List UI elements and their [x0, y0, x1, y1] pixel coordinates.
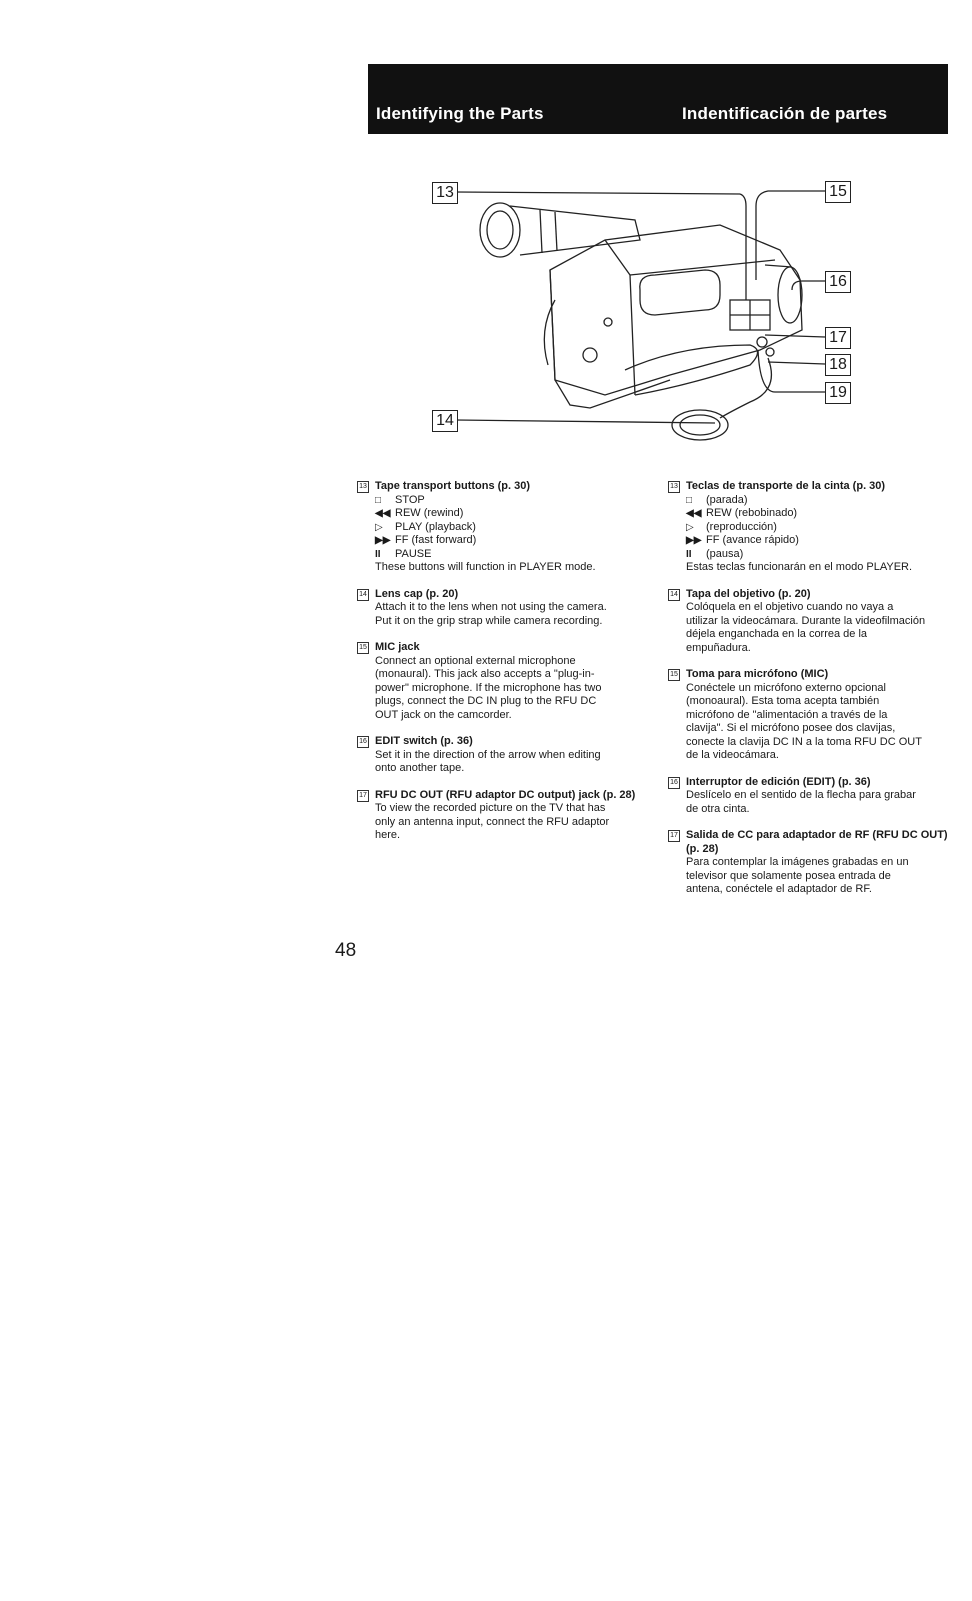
entry-line: Para contemplar la imágenes grabadas en un — [686, 856, 909, 868]
entry-line — [686, 494, 948, 508]
entry-line: To view the recorded picture on the TV that has — [375, 802, 606, 814]
rewind-icon: ◀◀ — [686, 508, 702, 519]
entry-title: Salida de CC para adaptador de RF (RFU DC OUT) (p. 28) — [686, 829, 948, 855]
line-text: (parada) — [706, 493, 748, 506]
callout-16: 16 — [825, 271, 851, 293]
entry-line: antena, conéctele el adaptador de RF. — [686, 883, 872, 895]
fast-forward-icon: ▶▶ — [686, 535, 702, 546]
pause-icon: II — [375, 548, 381, 560]
entry-line — [686, 534, 948, 548]
entry-number: 17 — [357, 790, 369, 802]
rewind-icon: ◀◀ — [375, 508, 391, 519]
entry-title: Interruptor de edición (EDIT) (p. 36) — [686, 775, 871, 788]
entry-line: utilizar la videocámara. Durante la videofilmación — [686, 614, 926, 627]
entry-line — [686, 521, 948, 535]
camcorder-illustration — [430, 180, 870, 455]
entry-line: onto another tape. — [375, 762, 465, 774]
pause-icon: II — [686, 548, 692, 560]
header-title-english: Identifying the Parts — [376, 104, 544, 123]
line-text: REW (rebobinado) — [706, 507, 798, 519]
callout-13: 13 — [432, 182, 458, 204]
entry-es-13 — [668, 480, 948, 575]
entry-line: here. — [375, 829, 401, 841]
callout-19: 19 — [825, 382, 851, 404]
entry-number: 16 — [668, 777, 680, 789]
line-text: FF (avance rápido) — [706, 534, 799, 546]
entry-es-15 — [668, 668, 948, 763]
entry-title: Tape transport buttons (p. 30) — [375, 480, 531, 492]
line-text: PAUSE — [395, 547, 432, 560]
entry-line: micrófono de "alimentación a través de la — [686, 708, 888, 721]
line-text: (pausa) — [706, 547, 744, 560]
entry-line: OUT jack on the camcorder. — [375, 708, 512, 721]
line-text: STOP — [395, 493, 425, 506]
entry-line: power" microphone. If the microphone has two — [375, 681, 602, 694]
entry-en-13 — [357, 480, 637, 575]
play-icon: ▷ — [686, 521, 694, 533]
entry-line: de otra cinta. — [686, 802, 750, 815]
entry-line: Connect an optional external microphone — [375, 654, 576, 667]
stop-icon: □ — [375, 494, 382, 506]
callout-17: 17 — [825, 327, 851, 349]
entry-title: Tapa del objetivo (p. 20) — [686, 587, 811, 600]
entry-en-14 — [357, 588, 637, 629]
entry-line: Deslícelo en el sentido de la flecha para grabar — [686, 789, 916, 801]
entry-line — [375, 548, 637, 562]
entry-line: (monoaural). Esta toma acepta también — [686, 695, 880, 707]
entry-title: MIC jack — [375, 641, 420, 653]
callout-14: 14 — [432, 410, 458, 432]
entry-line: Set it in the direction of the arrow when editing — [375, 748, 601, 761]
entry-line: Put it on the grip strap while camera recording. — [375, 614, 603, 627]
entry-line: (monaural). This jack also accepts a "plug-in- — [375, 668, 595, 680]
spanish-column — [668, 480, 948, 910]
stop-icon: □ — [686, 494, 693, 506]
entry-line — [375, 534, 637, 548]
page-header — [368, 64, 948, 134]
entry-number: 17 — [668, 830, 680, 842]
entry-number: 13 — [668, 481, 680, 493]
fast-forward-icon: ▶▶ — [375, 535, 391, 546]
entry-title: EDIT switch (p. 36) — [375, 735, 473, 747]
entry-line: de la videocámara. — [686, 749, 779, 761]
entry-en-16 — [357, 735, 637, 776]
entry-line: plugs, connect the DC IN plug to the RFU DC — [375, 695, 597, 707]
entry-es-14 — [668, 588, 948, 656]
header-title-spanish: Indentificación de partes — [682, 104, 888, 123]
entry-line: Conéctele un micrófono externo opcional — [686, 681, 886, 694]
entry-number: 14 — [668, 589, 680, 601]
entry-line: déjela enganchada en la correa de la — [686, 628, 868, 640]
entry-number: 15 — [668, 669, 680, 681]
entry-number: 16 — [357, 736, 369, 748]
entry-line: clavija". Si el micrófono posee dos clavijas, — [686, 722, 896, 734]
entry-title: Toma para micrófono (MIC) — [686, 668, 829, 680]
page-number: 48 — [335, 940, 357, 961]
entry-title: RFU DC OUT (RFU adaptor DC output) jack (p. 28) — [375, 788, 636, 801]
play-icon: ▷ — [375, 521, 383, 533]
entry-number: 14 — [357, 589, 369, 601]
entry-en-17 — [357, 789, 637, 843]
entry-line — [375, 494, 637, 508]
line-text: PLAY (playback) — [395, 520, 476, 533]
callout-18: 18 — [825, 354, 851, 376]
entry-number: 13 — [357, 481, 369, 493]
line-text: FF (fast forward) — [395, 534, 477, 546]
entry-line — [686, 507, 948, 521]
callout-15: 15 — [825, 181, 851, 203]
entry-number: 15 — [357, 642, 369, 654]
entry-line: These buttons will function in PLAYER mode. — [375, 561, 596, 573]
english-column — [357, 480, 637, 856]
entry-line: televisor que solamente posea entrada de — [686, 869, 891, 882]
entry-line: only an antenna input, connect the RFU adaptor — [375, 815, 610, 828]
entry-line: empuñadura. — [686, 641, 751, 654]
entry-line: Estas teclas funcionarán en el modo PLAYER. — [686, 561, 913, 573]
entry-line — [375, 507, 637, 521]
entry-line — [375, 521, 637, 535]
entry-line: conecte la clavija DC IN a la toma RFU DC OUT — [686, 735, 922, 748]
entry-line — [686, 548, 948, 562]
entry-line: Attach it to the lens when not using the camera. — [375, 601, 607, 613]
entry-line: Colóquela en el objetivo cuando no vaya a — [686, 601, 894, 613]
line-text: (reproducción) — [706, 520, 777, 533]
entry-es-17 — [668, 829, 948, 897]
entry-title: Lens cap (p. 20) — [375, 587, 459, 600]
entry-es-16 — [668, 776, 948, 817]
entry-en-15 — [357, 641, 637, 722]
entry-title: Teclas de transporte de la cinta (p. 30) — [686, 480, 886, 492]
camcorder-drawing — [430, 180, 870, 455]
line-text: REW (rewind) — [395, 507, 464, 519]
